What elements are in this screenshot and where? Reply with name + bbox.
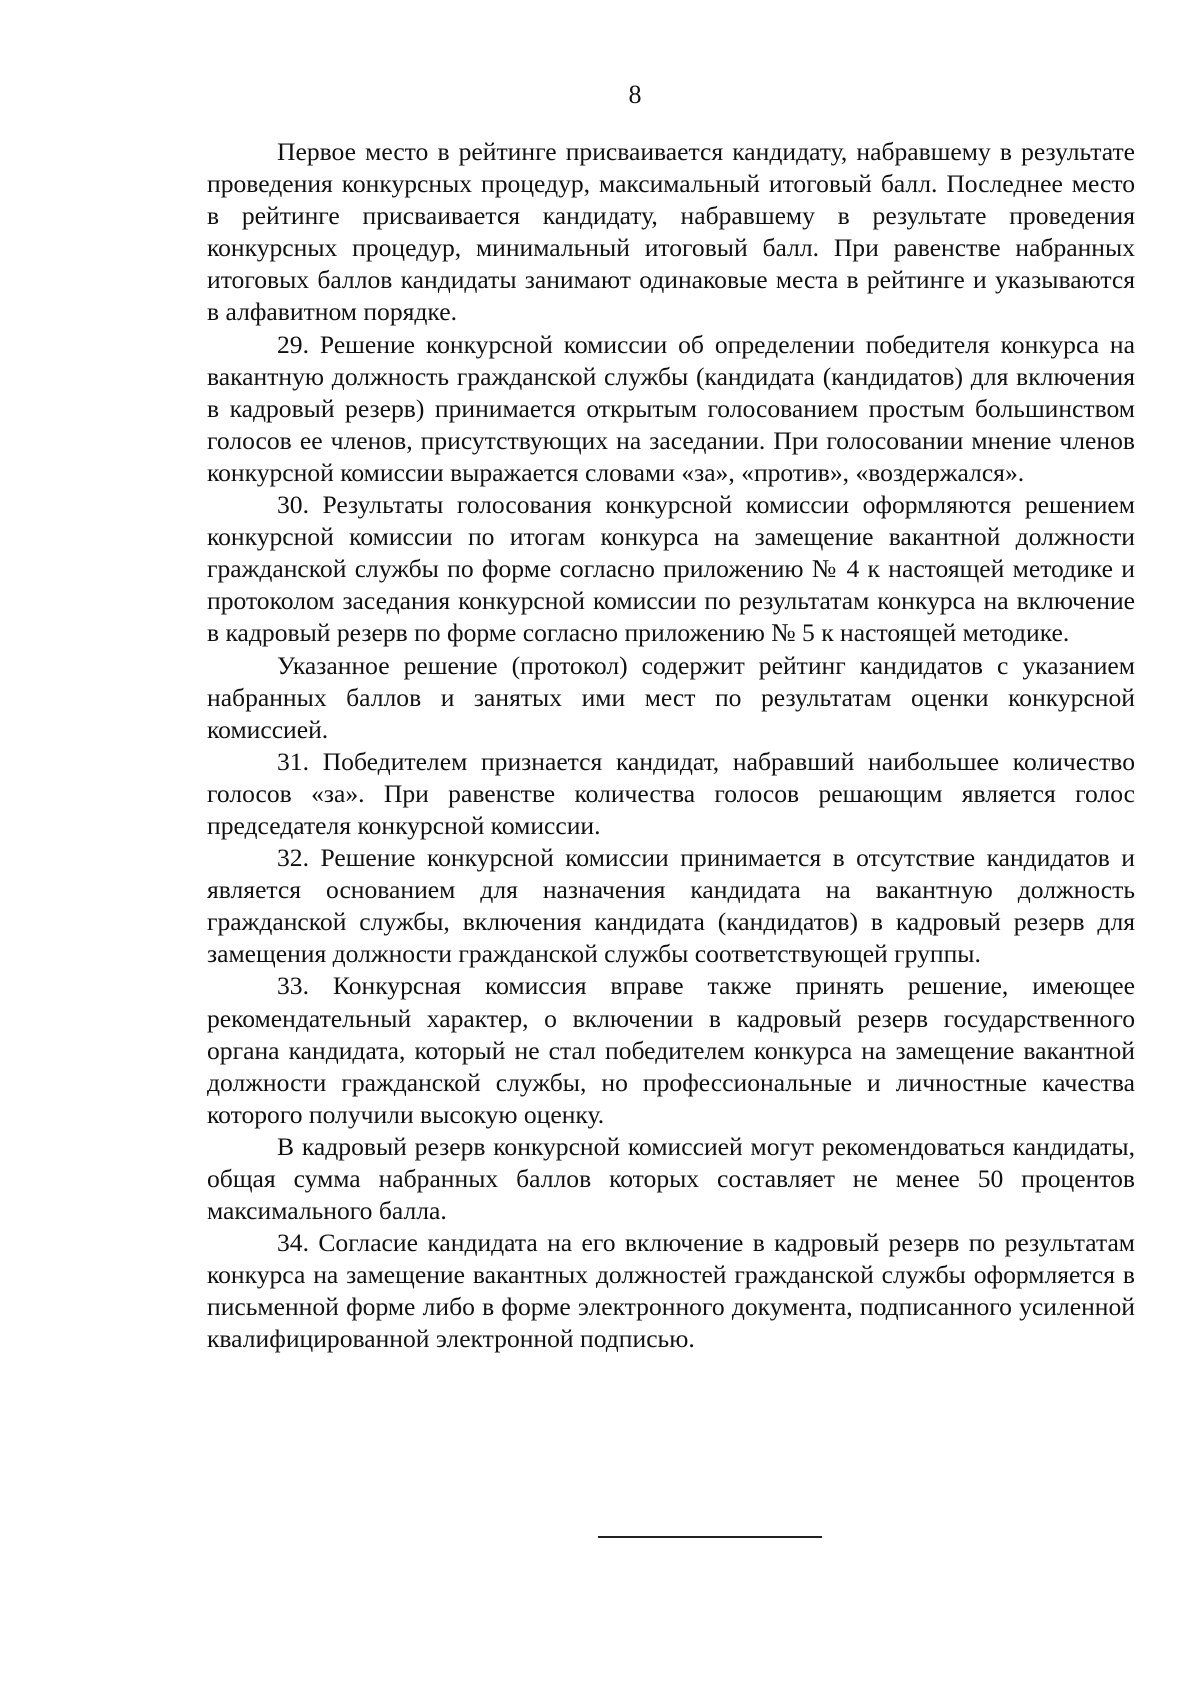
paragraph-reserve-recommendation: В кадровый резерв конкурсной комиссией могут рекомендоваться кандидаты, общая сумма набранных баллов которых составляет не менее 50 процентов максимального балла. — [207, 1131, 1135, 1226]
end-of-document-rule — [598, 1536, 822, 1538]
paragraph-decision-content: Указанное решение (протокол) содержит рейтинг кандидатов с указанием набранных баллов и занятых ими мест по результатам оценки конкурсной комиссией. — [207, 650, 1135, 744]
page-number: 8 — [628, 80, 642, 109]
paragraph-29: 29. Решение конкурсной комиссии об определении победителя конкурса на вакантную должность гражданской службы (кандидата (кандидатов) для включения в кадровый резерв) принимается открытым голосованием простым большинством голосов ее членов, присутствующих на заседании. При голосовании мнение членов конкурсной комиссии выражается словами «за», «против», «воздержался». — [207, 329, 1135, 487]
document-body — [207, 136, 1135, 1356]
paragraph-32: 32. Решение конкурсной комиссии принимается в отсутствие кандидатов и является основанием для назначения кандидата на вакантную должность гражданской службы, включения кандидата (кандидатов) в кадровый резерв для замещения должности гражданской службы соответствующей группы. — [207, 843, 1135, 969]
paragraph-31: 31. Победителем признается кандидат, набравший наибольшее количество голосов «за». При равенстве количества голосов решающим является голос председателя конкурсной комиссии. — [207, 746, 1135, 840]
paragraph-34: 34. Согласие кандидата на его включение в кадровый резерв по результатам конкурса на замещение вакантных должностей гражданской службы оформляется в письменной форме либо в форме электронного документа, подписанного усиленной квалифицированной электронной подписью. — [207, 1228, 1135, 1354]
paragraph-33: 33. Конкурсная комиссия вправе также принять решение, имеющее рекомендательный характер, о включении в кадровый резерв государственного органа кандидата, который не стал победителем конкурса на замещение вакантной должности гражданской службы, но профессиональные и личностные качества которого получили высокую оценку. — [207, 971, 1135, 1129]
paragraph-rating-rules: Первое место в рейтинге присваивается кандидату, набравшему в результате проведения конкурсных процедур, максимальный итоговый балл. Последнее место в рейтинге присваивается кандидату, набравшему в результате проведения конкурсных процедур, минимальный итоговый балл. При равенстве набранных итоговых баллов кандидаты занимают одинаковые места в рейтинге и указываются в алфавитном порядке. — [207, 137, 1135, 327]
paragraph-30: 30. Результаты голосования конкурсной комиссии оформляются решением конкурсной комиссии по итогам конкурса на замещение вакантной должности гражданской службы по форме согласно приложению № 4 к настоящей методике и протоколом заседания конкурсной комиссии по результатам конкурса на включение в кадровый резерв по форме согласно приложению № 5 к настоящей методике. — [207, 490, 1135, 648]
